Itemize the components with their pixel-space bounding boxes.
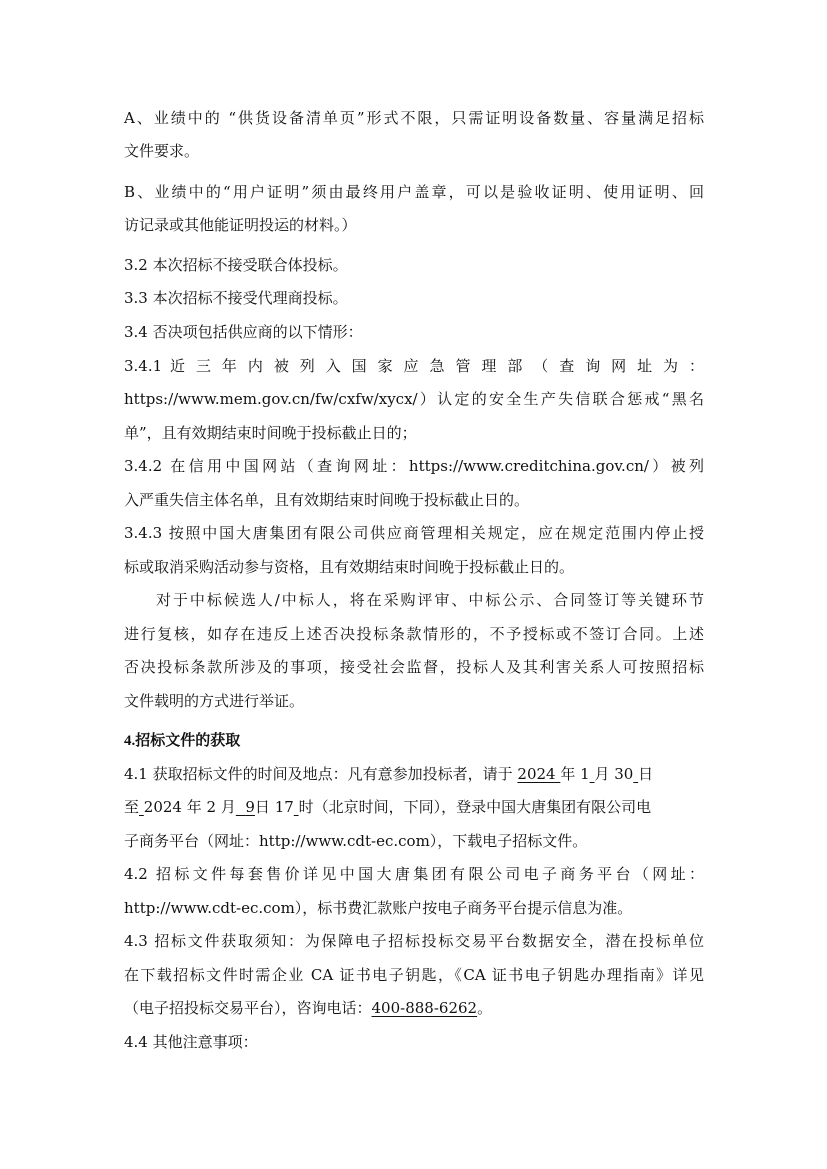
text-line: 3.4.3 按照中国大唐集团有限公司供应商管理相关规定，应在规定范围内停止授 (124, 524, 704, 542)
text-line: 否决投标条款所涉及的事项，接受社会监督，投标人及其利害关系人可按照招标 (124, 658, 704, 676)
text-line: 文件载明的方式进行举证。 (124, 692, 305, 710)
text-line: 子商务平台（网址：http://www.cdt-ec.com），下载电子招标文件。 (124, 832, 588, 850)
text-line: 入严重失信主体名单，且有效期结束时间晚于投标截止日的。 (124, 491, 530, 509)
text-line: 对于中标候选人/中标人，将在采购评审、中标公示、合同签订等关键环节 (156, 591, 704, 609)
text-span: 年 1 (560, 765, 590, 783)
text-span: 2024 年 2 月 (143, 798, 236, 816)
year-value: 2024 (517, 765, 561, 783)
day-value: 9 (245, 798, 255, 816)
section-heading: 4.招标文件的获取 (124, 733, 241, 749)
text-line: 3.2 本次招标不接受联合体投标。 (124, 256, 348, 274)
phone-number: 400-888-6262 (371, 999, 478, 1017)
text-span: 4.1 获取招标文件的时间及地点：凡有意参加投标者，请于 (124, 765, 518, 783)
text-span: （电子招投标交易平台），咨询电话： (124, 999, 372, 1017)
text-line: 4.3 招标文件获取须知：为保障电子招标投标交易平台数据安全，潜在投标单位 (124, 932, 704, 950)
text-line: B、业绩中的“用户证明”须由最终用户盖章，可以是验收证明、使用证明、回 (124, 183, 704, 201)
text-line: 文件要求。 (124, 142, 200, 160)
text-line: http://www.cdt-ec.com），标书费汇款账户按电子商务平台提示信息为准。 (124, 899, 633, 917)
text-line: 3.3 本次招标不接受代理商投标。 (124, 289, 348, 307)
text-span: 。 (477, 999, 493, 1017)
text-line: 标或取消采购活动参与资格，且有效期结束时间晚于投标截止日的。 (124, 558, 575, 576)
p41-line-1 (124, 764, 704, 784)
p43-line-3 (124, 998, 704, 1018)
text-line: 在下载招标文件时需企业 CA 证书电子钥匙，《CA 证书电子钥匙办理指南》详见 (124, 966, 704, 984)
text-line: 3.4 否决项包括供应商的以下情形： (124, 323, 363, 341)
text-line: 单”，且有效期结束时间晚于投标截止日的； (124, 424, 417, 442)
text-span: 时（北京时间，下同），登录中国大唐集团有限公司电 (298, 798, 652, 816)
text-span: 日 17 (254, 798, 294, 816)
text-line: 4.2 招标文件每套售价详见中国大唐集团有限公司电子商务平台（网址： (124, 865, 704, 883)
text-line: 进行复核，如存在违反上述否决投标条款情形的，不予授标或不签订合同。上述 (124, 625, 704, 643)
text-span: 至 (124, 798, 140, 816)
text-span: 月 30 (594, 765, 634, 783)
text-line: https://www.mem.gov.cn/fw/cxfw/xycx/）认定的安全生产失信联合惩戒“黑名 (124, 390, 704, 408)
text-line: 3.4.1 近 三 年 内 被 列 入 国 家 应 急 管 理 部 （ 查 询 网 址 为 ： (124, 357, 704, 375)
text-span: 日 (638, 765, 654, 783)
text-line: A、业绩中的 “供货设备清单页”形式不限，只需证明设备数量、容量满足招标 (124, 109, 704, 127)
text-line: 访记录或其他能证明投运的材料。） (124, 216, 357, 234)
p41-line-2 (124, 797, 704, 817)
text-line: 3.4.2 在信用中国网站（查询网址：https://www.creditchina.gov.cn/）被列 (124, 457, 704, 475)
text-line: 4.4 其他注意事项： (124, 1033, 258, 1051)
